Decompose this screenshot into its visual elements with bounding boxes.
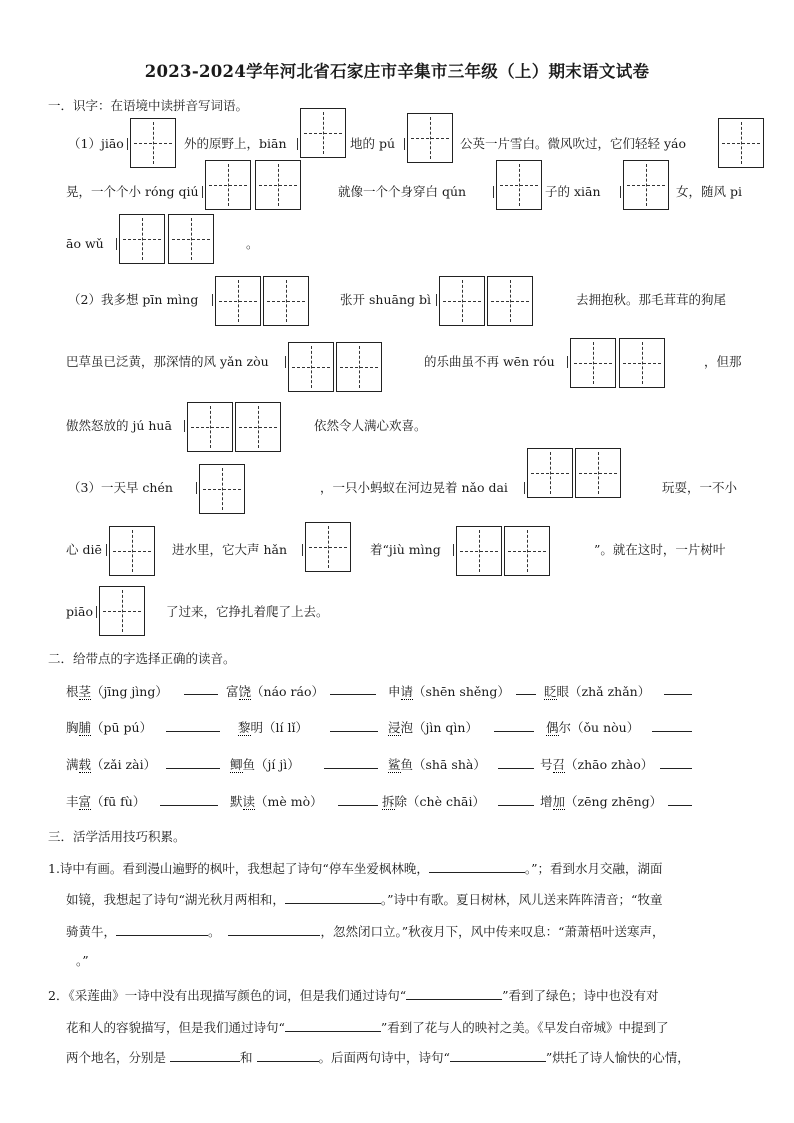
s3-paragraph-line: 1.诗中有画。看到漫山遍野的枫叶，我想起了诗句“停车坐爱枫林晚， 。”；看到水月交融，湖面 [48,861,663,876]
answer-blank[interactable] [166,731,220,732]
pinyin-item: 丰富（fū fù） [66,794,146,809]
char-box[interactable] [288,342,334,392]
box-mark [96,606,97,618]
pinyin-item: 鲨鱼（shā shà） [388,757,486,772]
box-mark [285,356,286,368]
char-box[interactable] [456,526,502,576]
s3-paragraph-line: 2．《采莲曲》一诗中没有出现描写颜色的词，但是我们通过诗句“ ”看到了绿色；诗中也没有对 [48,988,659,1003]
answer-blank[interactable] [406,987,502,1000]
answer-blank[interactable] [498,768,534,769]
box-mark [297,138,298,150]
pinyin-item: 胸脯（pū pú） [66,720,153,735]
answer-blank[interactable] [652,731,692,732]
pinyin-item: 号召（zhāo zhào） [540,757,654,772]
s1-text: 巴草虽已泛黄，那深情的风 yǎn zòu [66,354,269,369]
box-mark [404,138,405,150]
char-box[interactable] [305,522,351,572]
char-box[interactable] [619,338,665,388]
answer-blank[interactable] [494,731,534,732]
s1-text: 女，随风 pi [676,184,742,199]
pinyin-item: 偶尔（ǒu nòu） [546,720,640,735]
answer-blank[interactable] [429,860,525,873]
answer-blank[interactable] [160,805,218,806]
char-box[interactable] [168,214,214,264]
s1-text: （3）一天早 chén [68,480,173,495]
answer-blank[interactable] [170,1049,240,1062]
s3-paragraph-line: 。” [76,953,89,968]
box-mark [302,544,303,556]
char-box[interactable] [119,214,165,264]
section-2-heading: 二．给带点的字选择正确的读音。 [48,651,236,666]
answer-blank[interactable] [516,694,536,695]
answer-blank[interactable] [664,694,692,695]
char-box[interactable] [575,448,621,498]
answer-blank[interactable] [330,731,378,732]
pinyin-item: 眨眼（zhǎ zhǎn） [544,684,651,699]
s1-text: 。 [246,236,259,251]
s3-paragraph-line: 两个地名，分别是 和 。后面两句诗中，诗句“ ”烘托了诗人愉快的心情， [66,1050,690,1065]
s1-text: 张开 shuāng bì [340,292,431,307]
s1-text: 外的原野上，biān [184,136,287,151]
pinyin-item: 满载（zǎi zài） [66,757,157,772]
char-box[interactable] [439,276,485,326]
char-box[interactable] [99,586,145,636]
s1-text: 进水里，它大声 hǎn [172,542,288,557]
s1-text: 玩耍，一不小 [662,480,738,495]
s1-text: 着“jiù mìng [370,542,441,557]
box-mark [567,356,568,368]
answer-blank[interactable] [257,1049,319,1062]
char-box[interactable] [496,160,542,210]
char-box[interactable] [336,342,382,392]
s1-text: 的乐曲虽不再 wēn róu [424,354,555,369]
s1-text: （2）我多想 pīn mìng [68,292,199,307]
box-mark [184,420,185,432]
box-mark [116,238,117,250]
section-1-heading: 一．识字：在语境中读拼音写词语。 [48,98,249,113]
answer-blank[interactable] [450,1049,546,1062]
box-mark [620,186,621,198]
answer-blank[interactable] [498,805,534,806]
s1-text: ”。就在这时，一片树叶 [594,542,726,557]
s1-text: 地的 pú [350,136,396,151]
char-box[interactable] [407,113,453,163]
box-mark [436,294,437,306]
s1-text: 依然令人满心欢喜。 [314,418,427,433]
answer-blank[interactable] [166,768,220,769]
s1-text: 心 diē [66,542,102,557]
s1-text: 去拥抱秋。那毛茸茸的狗尾 [576,292,727,307]
answer-blank[interactable] [228,923,320,936]
answer-blank[interactable] [668,805,692,806]
box-mark [127,138,128,150]
pinyin-item: 鲫鱼（jí jì） [230,757,300,772]
answer-blank[interactable] [116,923,208,936]
section-3-heading: 三．活学活用技巧积累。 [48,829,186,844]
answer-blank[interactable] [184,694,218,695]
box-mark [202,186,203,198]
pinyin-item: 根茎（jīng jìng） [66,684,168,699]
s1-text: ，但那 [704,354,742,369]
answer-blank[interactable] [660,768,692,769]
answer-blank[interactable] [285,1019,381,1032]
char-box[interactable] [623,160,669,210]
s1-text: （1）jiāo [68,136,124,151]
s1-text: āo wǔ [66,236,104,251]
char-box[interactable] [215,276,261,326]
pinyin-item: 拆除（chè chāi） [382,794,485,809]
box-mark [453,544,454,556]
char-box[interactable] [130,118,176,168]
s3-paragraph-line: 骑黄牛， 。 ，忽然闭口立。”秋夜月下，风中传来叹息：“萧萧梧叶送寒声， [66,924,665,939]
pinyin-item: 申请（shēn shěng） [388,684,510,699]
box-mark [493,186,494,198]
char-box[interactable] [205,160,251,210]
s1-text: 了过来，它挣扎着爬了上去。 [166,604,329,619]
char-box[interactable] [199,464,245,514]
char-box[interactable] [487,276,533,326]
char-box[interactable] [300,108,346,158]
s3-paragraph-line: 花和人的容貌描写，但是我们通过诗句“ ”看到了花与人的映衬之美。《早发白帝城》中提到了 [66,1020,669,1035]
box-mark [524,482,525,494]
s3-paragraph-line: 如镜，我想起了诗句“湖光秋月两相和， 。”诗中有歌。夏日树林，风儿送来阵阵清音；“牧童 [66,892,663,907]
char-box[interactable] [504,526,550,576]
answer-blank[interactable] [330,694,376,695]
char-box[interactable] [263,276,309,326]
pinyin-item: 增加（zēng zhēng） [540,794,663,809]
s1-text: 晃，一个个小 róng qiú [66,184,199,199]
answer-blank[interactable] [285,891,381,904]
char-box[interactable] [718,118,764,168]
box-mark [106,544,107,556]
char-box[interactable] [187,402,233,452]
exam-title: 2023-2024学年河北省石家庄市辛集市三年级（上）期末语文试卷 [144,62,650,81]
char-box[interactable] [255,160,301,210]
answer-blank[interactable] [338,805,378,806]
s1-text: 傲然怒放的 jú huā [66,418,172,433]
s1-text: 就像一个个身穿白 qún [338,184,467,199]
s1-text: 公英一片雪白。微风吹过，它们轻轻 yáo [460,136,687,151]
pinyin-item: 浸泡（jìn qìn） [388,720,478,735]
pinyin-item: 富饶（náo ráo） [226,684,324,699]
s1-text: piāo [66,604,93,619]
pinyin-item: 黎明（lí lǐ） [238,720,308,735]
box-mark [212,294,213,306]
s1-text: 子的 xiān [545,184,601,199]
pinyin-item: 默读（mè mò） [230,794,323,809]
char-box[interactable] [570,338,616,388]
box-mark [196,482,197,494]
answer-blank[interactable] [324,768,378,769]
char-box[interactable] [109,526,155,576]
s1-text: ，一只小蚂蚁在河边晃着 nǎo dai [320,480,508,495]
char-box[interactable] [235,402,281,452]
char-box[interactable] [527,448,573,498]
